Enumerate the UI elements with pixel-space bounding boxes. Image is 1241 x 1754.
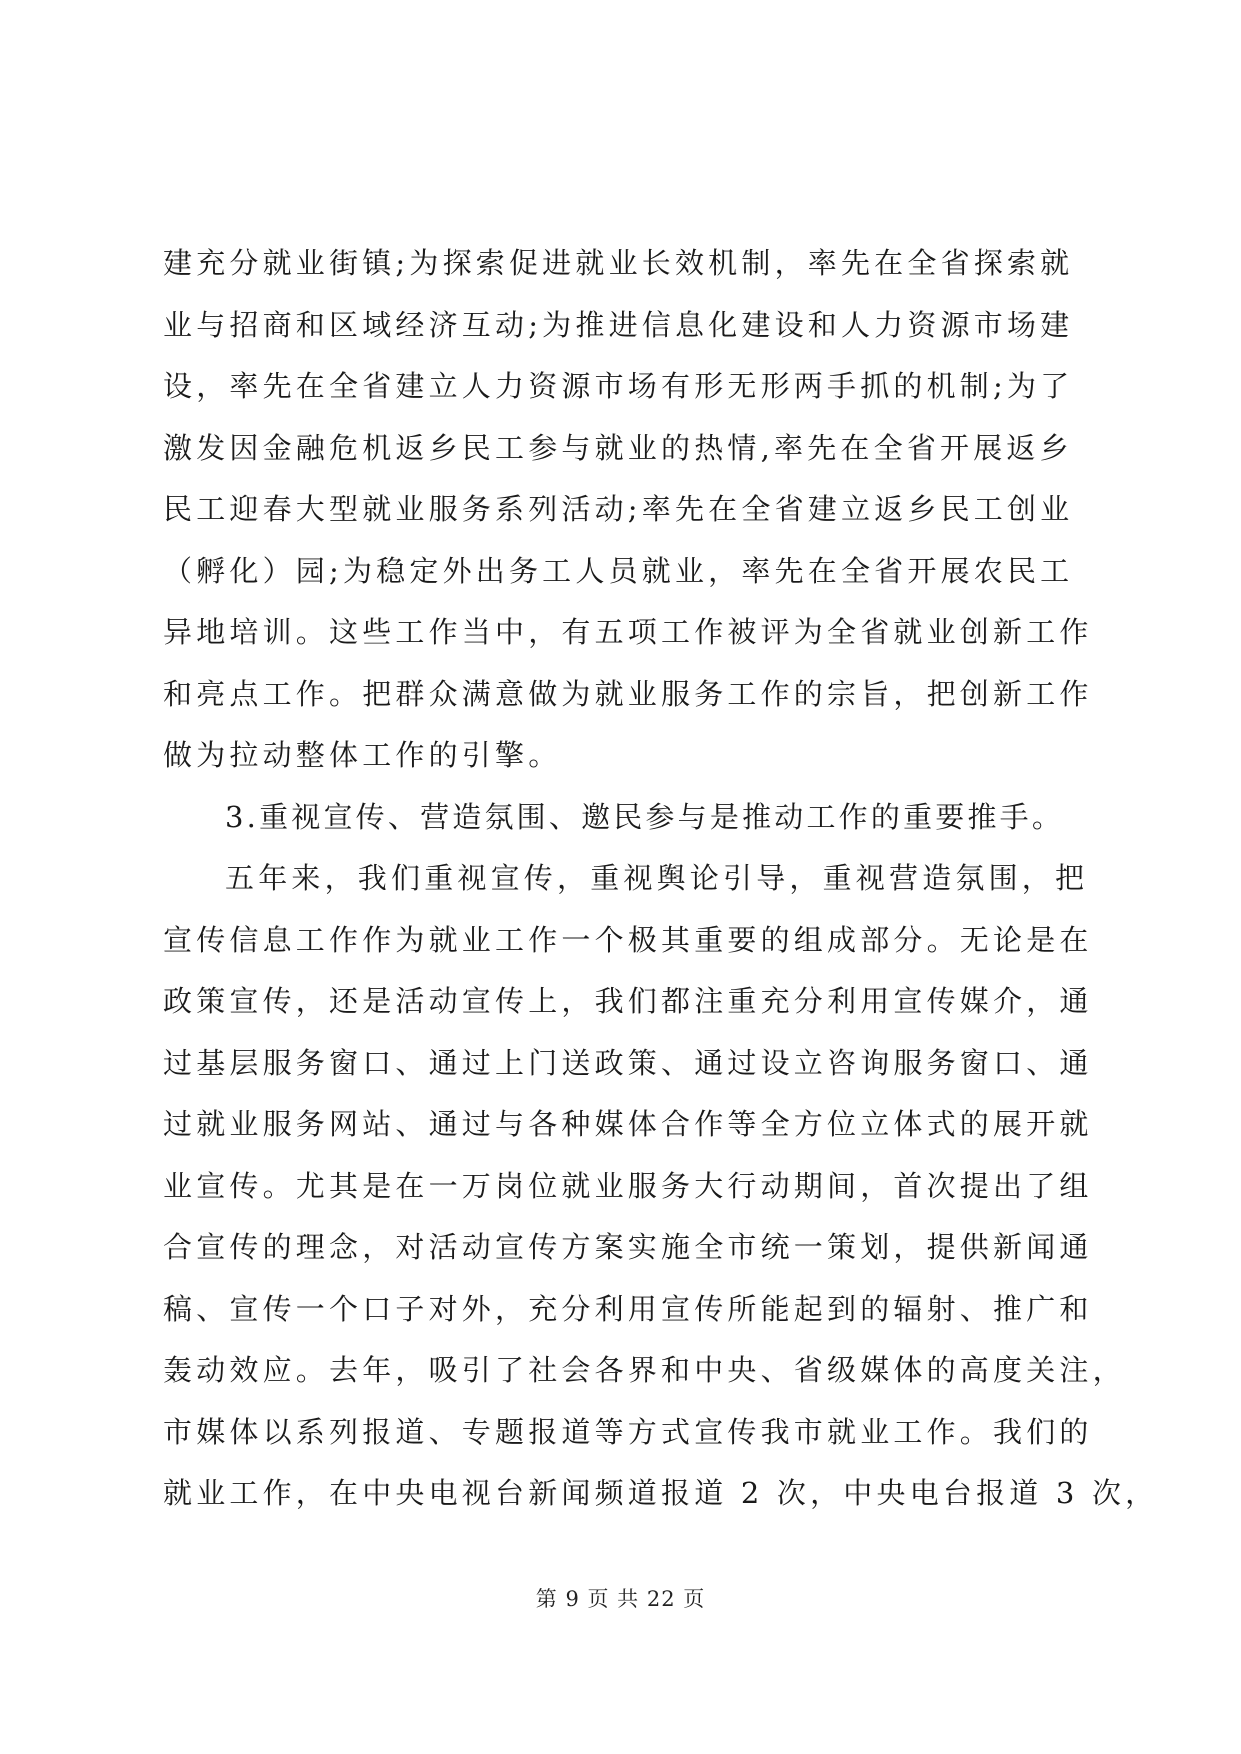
text-line: 就业工作，在中央电视台新闻频道报道 2 次，中央电台报道 3 次， [163, 1476, 1159, 1510]
text-line: 业宣传。尤其是在一万岗位就业服务大行动期间，首次提出了组 [163, 1168, 1093, 1203]
text-line: 异地培训。这些工作当中，有五项工作被评为全省就业创新工作 [163, 615, 1093, 649]
text-line: （孵化）园;为稳定外出务工人员就业，率先在全省开展农民工 [163, 553, 1074, 588]
text-line: 激发因金融危机返乡民工参与就业的热情,率先在全省开展返乡 [163, 430, 1073, 465]
text-line: 轰动效应。去年，吸引了社会各界和中央、省级媒体的高度关注， [163, 1353, 1126, 1387]
paragraph-start-line: 五年来，我们重视宣传，重视舆论引导，重视营造氛围，把 [225, 861, 1089, 895]
section-heading: 3.重视宣传、营造氛围、邀民参与是推动工作的重要推手。 [225, 799, 1065, 834]
text-line: 政策宣传，还是活动宣传上，我们都注重充分利用宣传媒介，通 [163, 984, 1093, 1018]
text-line: 市媒体以系列报道、专题报道等方式宣传我市就业工作。我们的 [163, 1414, 1093, 1449]
text-line: 过基层服务窗口、通过上门送政策、通过设立咨询服务窗口、通 [163, 1045, 1093, 1080]
text-line: 做为拉动整体工作的引擎。 [163, 738, 562, 772]
text-line: 业与招商和区域经济互动;为推进信息化建设和人力资源市场建 [163, 307, 1074, 342]
text-line: 设，率先在全省建立人力资源市场有形无形两手抓的机制;为了 [163, 369, 1074, 403]
body-text [163, 233, 1159, 1525]
text-line: 稿、宣传一个口子对外，充分利用宣传所能起到的辐射、推广和 [163, 1291, 1093, 1326]
text-line: 宣传信息工作作为就业工作一个极其重要的组成部分。无论是在 [163, 922, 1093, 957]
text-line: 和亮点工作。把群众满意做为就业服务工作的宗旨，把创新工作 [163, 676, 1093, 711]
text-line: 民工迎春大型就业服务系列活动;率先在全省建立返乡民工创业 [163, 492, 1074, 526]
text-line: 建充分就业街镇;为探索促进就业长效机制，率先在全省探索就 [163, 246, 1074, 280]
page-footer: 第 9 页 共 22 页 [535, 1587, 706, 1611]
text-line: 过就业服务网站、通过与各种媒体合作等全方位立体式的展开就 [163, 1107, 1093, 1141]
text-line: 合宣传的理念，对活动宣传方案实施全市统一策划，提供新闻通 [163, 1230, 1093, 1264]
